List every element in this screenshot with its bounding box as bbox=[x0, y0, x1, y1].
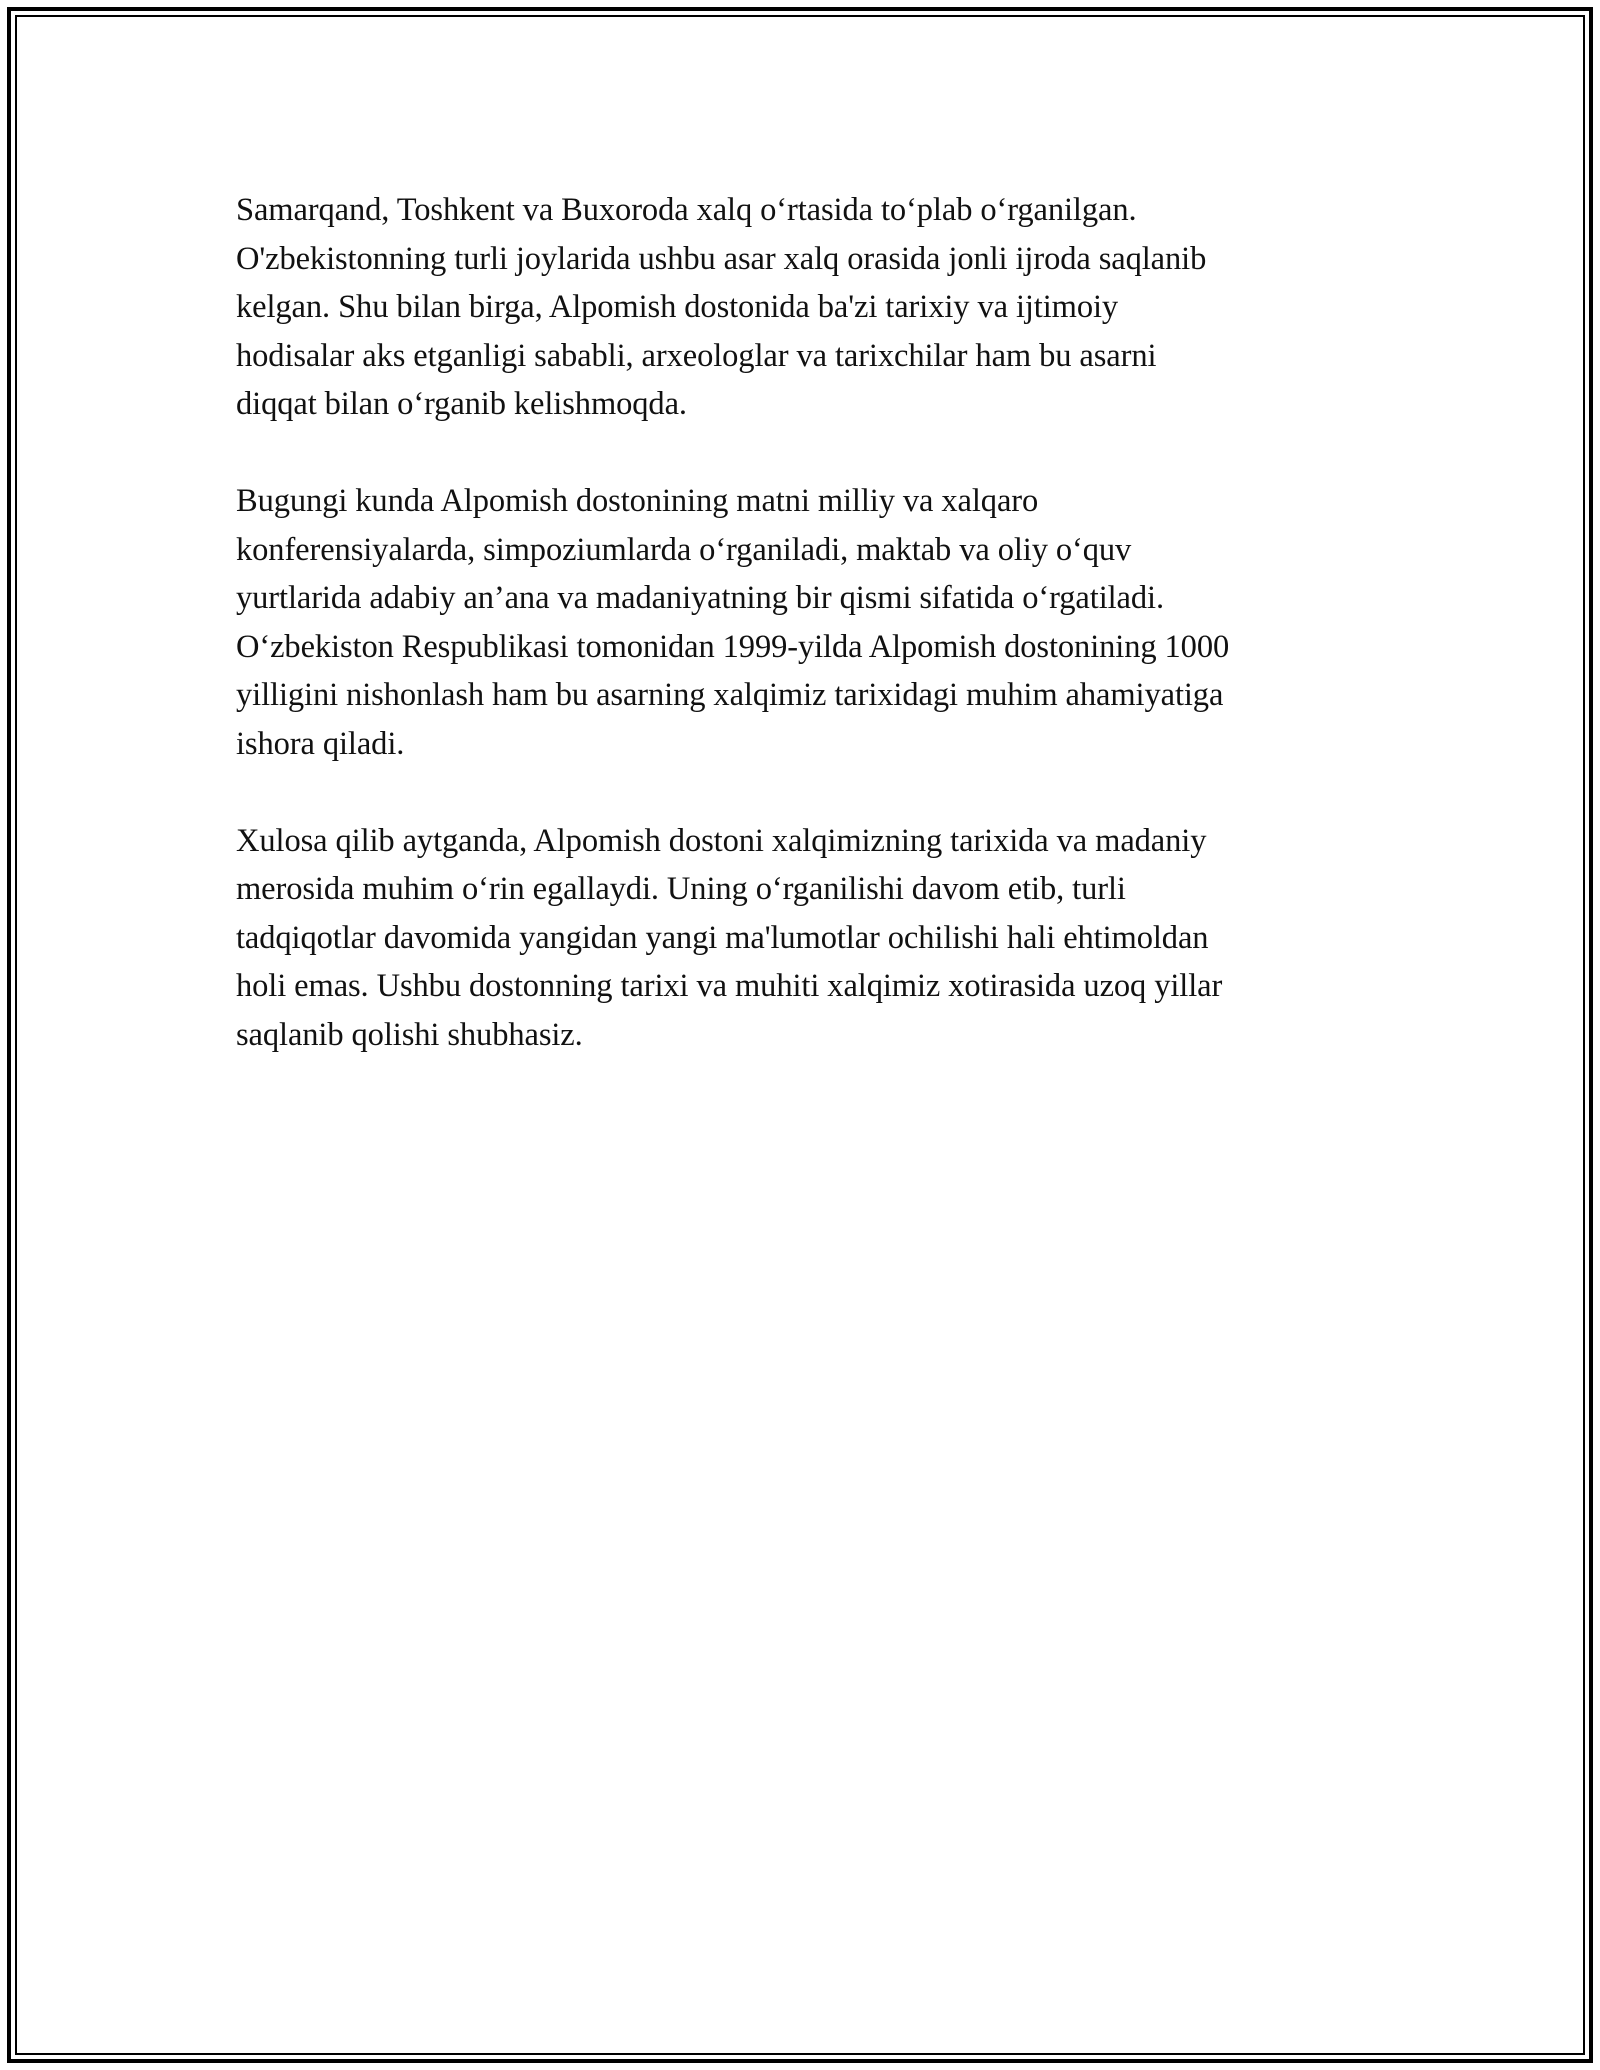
text-line: holi emas. Ushbu dostonning tarixi va muhiti xalqimiz xotirasida uzoq yillar bbox=[236, 968, 1223, 1004]
text-line: yurtlarida adabiy an’ana va madaniyatning bir qismi sifatida oʻrgatiladi. bbox=[236, 580, 1164, 616]
paragraph-2 bbox=[236, 477, 1386, 768]
text-line: tadqiqotlar davomida yangidan yangi ma'lumotlar ochilishi hali ehtimoldan bbox=[236, 919, 1209, 956]
text-line: Samarqand, Toshkent va Buxoroda xalq oʻrtasida toʻplab oʻrganilgan. bbox=[236, 192, 1137, 228]
text-line: Bugungi kunda Alpomish dostonining matni milliy va xalqaro bbox=[236, 483, 1039, 519]
text-line: konferensiyalarda, simpoziumlarda oʻrganiladi, maktab va oliy oʻquv bbox=[236, 531, 1132, 568]
text-line: Xulosa qilib aytganda, Alpomish dostoni xalqimizning tarixida va madaniy bbox=[236, 822, 1207, 859]
text-line: O'zbekistonning turli joylarida ushbu asar xalq orasida jonli ijroda saqlanib bbox=[236, 240, 1207, 277]
text-line: kelgan. Shu bilan birga, Alpomish dostonida ba'zi tarixiy va ijtimoiy bbox=[236, 289, 1119, 325]
text-line: ishora qiladi. bbox=[236, 725, 405, 762]
text-line: saqlanib qolishi shubhasiz. bbox=[236, 1016, 583, 1053]
paragraph-1 bbox=[236, 186, 1386, 429]
text-line: diqqat bilan oʻrganib kelishmoqda. bbox=[236, 386, 687, 422]
paragraph-3 bbox=[236, 817, 1386, 1060]
text-line: hodisalar aks etganligi sababli, arxeologlar va tarixchilar ham bu asarni bbox=[236, 337, 1157, 374]
text-line: Oʻzbekiston Respublikasi tomonidan 1999-yilda Alpomish dostonining 1000 bbox=[236, 628, 1230, 665]
document-body bbox=[236, 186, 1386, 1108]
text-line: yilligini nishonlash ham bu asarning xalqimiz tarixidagi muhim ahamiyatiga bbox=[236, 677, 1224, 713]
text-line: merosida muhim oʻrin egallaydi. Uning oʻrganilishi davom etib, turli bbox=[236, 871, 1126, 907]
